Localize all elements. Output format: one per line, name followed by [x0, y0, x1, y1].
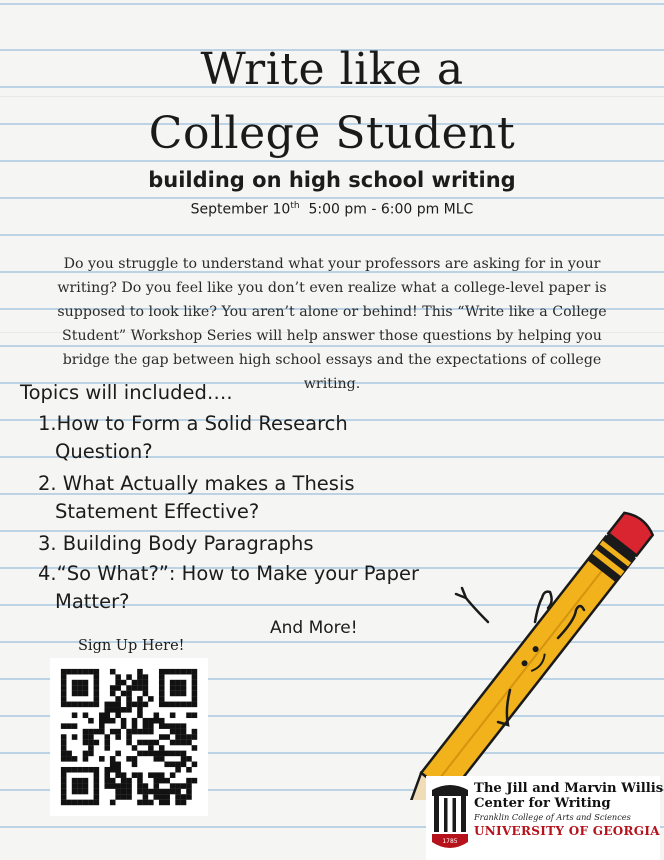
uga-writing-center-logo	[426, 776, 664, 860]
topic-text: Building Body Paragraphs	[56, 532, 314, 555]
logo-line-3: Franklin College of Arts and Sciences	[474, 812, 631, 822]
topic-number: 2.	[38, 472, 57, 495]
logo-line-1: The Jill and Marvin Willis	[474, 781, 664, 796]
topic-text: What Actually makes a Thesis	[56, 472, 355, 495]
topics-heading: Topics will included….	[20, 381, 233, 404]
topic-number: 4.	[38, 562, 57, 585]
description: Do you struggle to understand what your professors are asking for in your writing? Do you feel like you don’t even realize what a college-level paper is supposed to look like? You aren’t alone or behind! This “Write like a College Student” Workshop Series will help answer those questions by helping you bridge the gap between high school essays and the expectations of college writing.	[57, 256, 607, 392]
signup-label: Sign Up Here!	[78, 638, 185, 654]
topic-text: How to Form a Solid Research	[56, 412, 348, 435]
title-line-2: College Student	[148, 108, 516, 159]
topic-text: “So What?”: How to Make your Paper	[56, 562, 420, 585]
title-line-1: Write like a	[200, 44, 464, 95]
topic-number: 1.	[38, 412, 57, 435]
and-more-text: And More!	[270, 618, 358, 638]
logo-line-4: UNIVERSITY OF GEORGIA	[474, 824, 660, 838]
logo-line-2: Center for Writing	[474, 796, 611, 811]
qr-code-icon[interactable]	[50, 658, 208, 816]
date-suffix: th	[290, 201, 300, 211]
topic-number: 3.	[38, 532, 57, 555]
pencil-illustration-icon	[370, 510, 664, 800]
paper-crease	[0, 96, 664, 97]
qr-code-graphic	[50, 658, 208, 816]
subtitle: building on high school writing	[148, 168, 516, 192]
event-date-time	[0, 201, 664, 218]
event-time-place: 5:00 pm - 6:00 pm MLC	[308, 201, 474, 218]
topic-item	[38, 410, 458, 466]
uga-arch-icon	[430, 784, 470, 854]
event-date: September 10	[190, 201, 291, 218]
uga-year: 1785	[442, 838, 458, 845]
topic-text-cont: Question?	[55, 440, 153, 463]
topic-text-cont: Statement Effective?	[55, 500, 260, 523]
topic-text-cont: Matter?	[55, 590, 130, 613]
